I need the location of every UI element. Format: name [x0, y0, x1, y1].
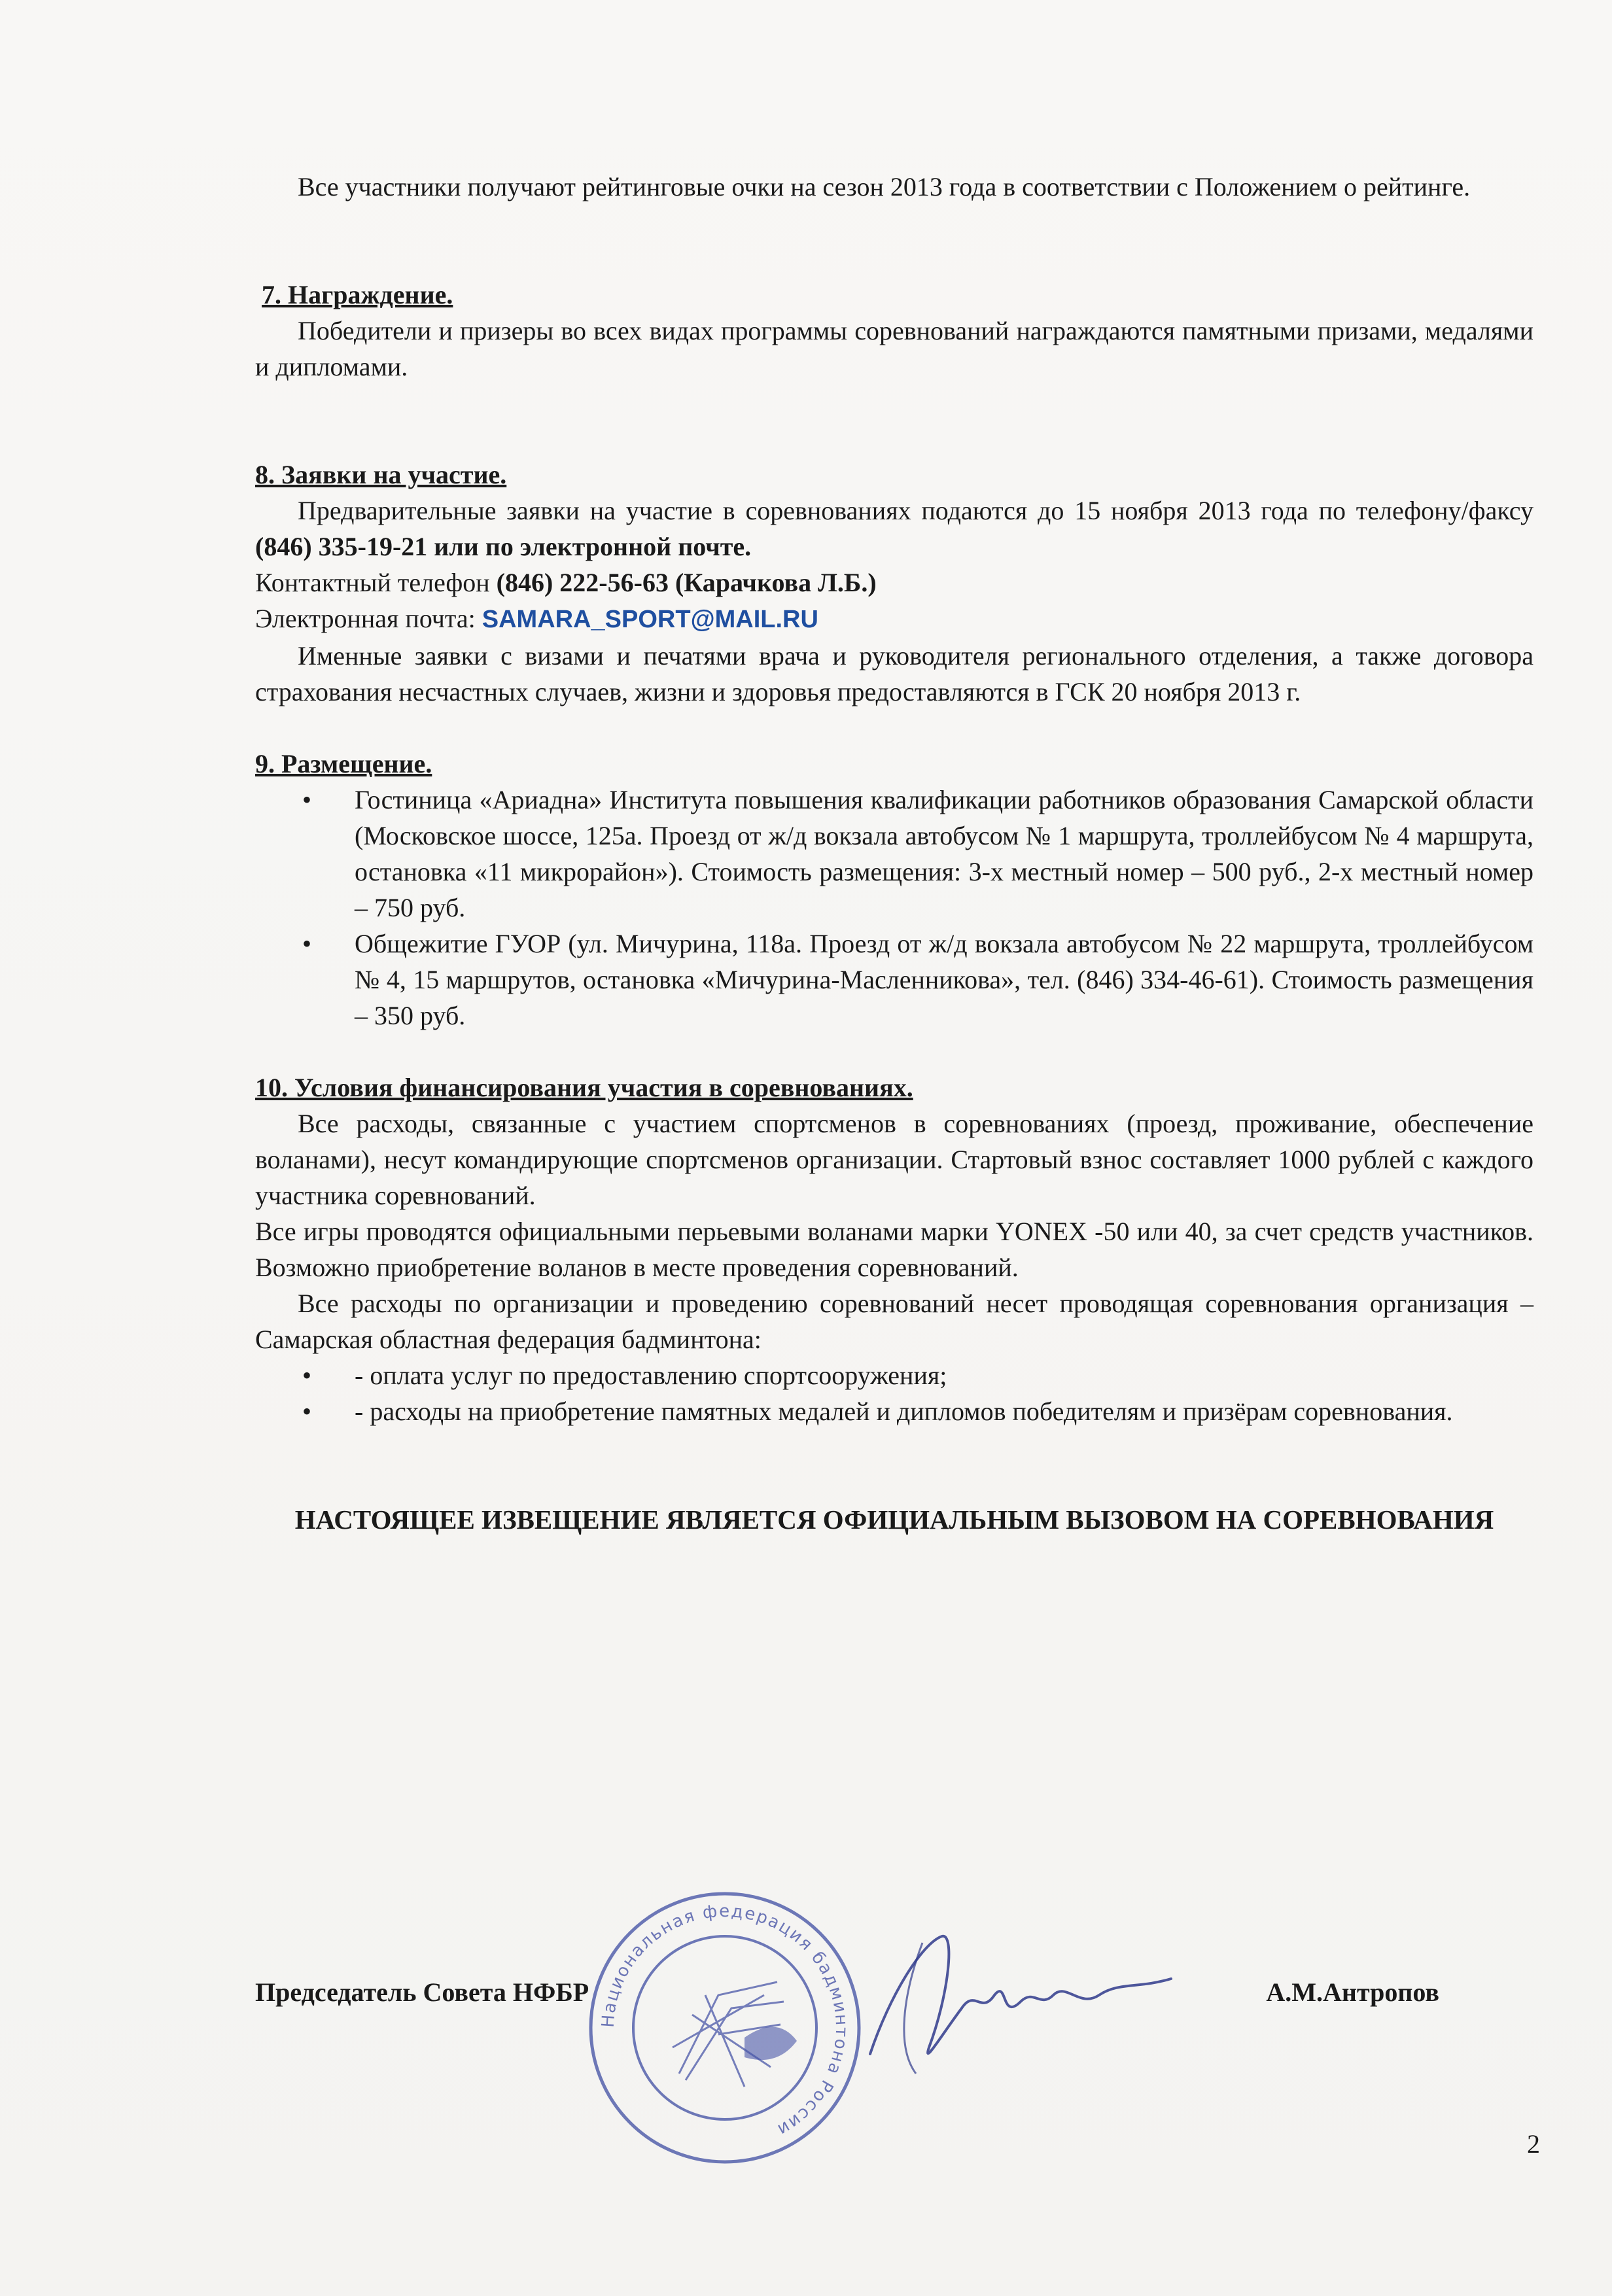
bullet-icon: • — [302, 929, 312, 958]
section-8-named-applications: Именные заявки с визами и печатями врача и руководителя регионального отделения, а также договора страхования несчастных случаев, жизни и здоровья предоставляются в ГСК 20 ноября 2013 г. — [255, 641, 1533, 706]
list-item: • - оплата услуг по предоставлению спортсооружения; — [255, 1357, 1533, 1393]
accommodation-list — [255, 782, 1533, 1034]
stamp-icon — [581, 1884, 869, 2172]
email-address: SAMARA_SPORT@MAIL.RU — [482, 606, 818, 633]
section-8-heading: 8. Заявки на участие. — [255, 460, 507, 489]
list-item: • - расходы на приобретение памятных медалей и дипломов победителям и призёрам соревнования. — [255, 1393, 1533, 1429]
bullet-icon: • — [302, 785, 312, 814]
contact-phone: Контактный телефон (846) 222-56-63 (Карачкова Л.Б.) — [255, 568, 877, 597]
section-10-heading: 10. Условия финансирования участия в соревнованиях. — [255, 1073, 913, 1102]
document-body — [255, 169, 1533, 1538]
contact-email: Электронная почта: SAMARA_SPORT@MAIL.RU — [255, 604, 818, 633]
section-7-text: Победители и призеры во всех видах программы соревнований награждаются памятными призами, медалями и дипломами. — [255, 316, 1533, 381]
signer-title: Председатель Совета НФБР — [255, 1977, 589, 2007]
section-10-shuttlecocks: Все игры проводятся официальными перьевыми воланами марки YONEX -50 или 40, за счет средств участников. Возможно приобретение воланов в месте проведения соревнований. — [255, 1217, 1533, 1282]
official-notice: НАСТОЯЩЕЕ ИЗВЕЩЕНИЕ ЯВЛЯЕТСЯ ОФИЦИАЛЬНЫМ ВЫЗОВОМ НА СОРЕВНОВАНИЯ — [294, 1505, 1494, 1535]
section-8-applications: Предварительные заявки на участие в соревнованиях подаются до 15 ноября 2013 года по телефону/факсу (846) 335-19-21 или по электронной почте. — [255, 496, 1533, 561]
signature-icon — [831, 1917, 1256, 2087]
signer-name: А.М.Антропов — [1266, 1977, 1439, 2007]
list-item: • Гостиница «Ариадна» Института повышения квалификации работников образования Самарской области (Московское шоссе, 125а. Проезд от ж/д вокзала автобусом № 1 маршрута, троллейбусом № 4 маршрута, остановка «11 микрорайон»). Стоимость размещения: 3-х местный номер – 500 руб., 2-х местный номер – 750 руб. — [255, 782, 1533, 926]
section-7-heading: 7. Награждение. — [262, 280, 453, 309]
section-10-expenses: Все расходы, связанные с участием спортсменов в соревнованиях (проезд, проживание, обеспечение воланами), несут командирующие спортсменов организации. Стартовый взнос составляет 1000 рублей с каждого участника соревнований. — [255, 1109, 1533, 1210]
page-number: 2 — [1527, 2129, 1540, 2159]
svg-text:Национальная федерация бадминт: Национальная федерация бадминтона России — [598, 1901, 852, 2140]
section-10-organizer: Все расходы по организации и проведению соревнований несет проводящая соревнования организация – Самарская областная федерация бадминтона: — [255, 1289, 1533, 1354]
bullet-icon: • — [302, 1397, 312, 1426]
organizer-expenses-list — [255, 1357, 1533, 1429]
bullet-icon: • — [302, 1361, 312, 1390]
section-9-heading: 9. Размещение. — [255, 749, 432, 778]
intro-paragraph: Все участники получают рейтинговые очки на сезон 2013 года в соответствии с Положением о рейтинге. — [298, 172, 1471, 201]
list-item: • Общежитие ГУОР (ул. Мичурина, 118а. Проезд от ж/д вокзала автобусом № 22 маршрута, троллейбусом № 4, 15 маршрутов, остановка «Мичурина-Масленникова», тел. (846) 334-46-61). Стоимость размещения – 350 руб. — [255, 926, 1533, 1034]
